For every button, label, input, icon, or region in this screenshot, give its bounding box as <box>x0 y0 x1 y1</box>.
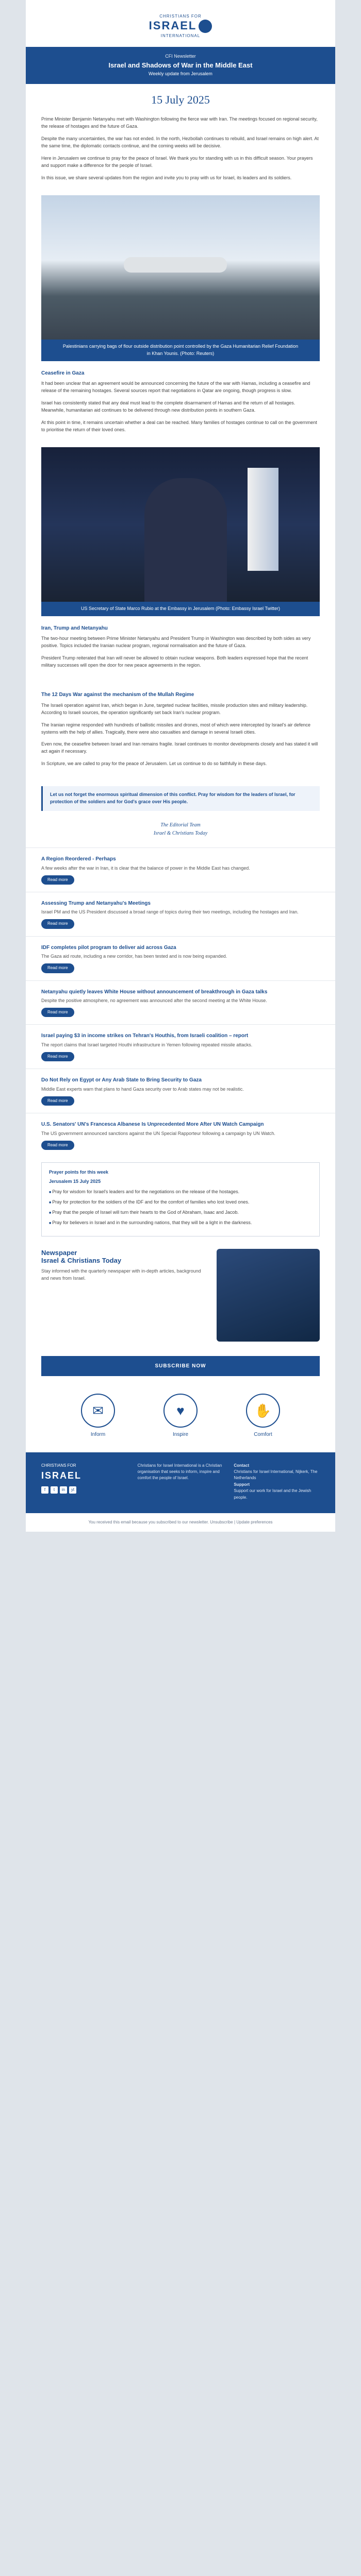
youtube-icon[interactable]: yt <box>69 1486 76 1494</box>
read-more-button[interactable]: Read more <box>41 919 74 928</box>
section-paragraph: The Israeli operation against Iran, which began in June, targeted nuclear facilities, missile production sites and military leadership. According to Israeli sources, the operation significantly set back Iran's nuclear program. <box>41 702 308 715</box>
news-title[interactable]: Do Not Rely on Egypt or Any Arab State to Bring Security to Gaza <box>41 1077 202 1083</box>
mission-comfort <box>246 1394 280 1439</box>
newspaper-image <box>217 1249 320 1342</box>
mission-label: Inspire <box>172 1432 188 1438</box>
section-title: Ceasefire in Gaza <box>41 370 85 376</box>
news-item <box>26 892 335 936</box>
newspaper-promo <box>26 1242 335 1349</box>
read-more-button[interactable]: Read more <box>41 963 74 973</box>
highlight-quote: Let us not forget the enormous spiritual dimension of this conflict. Pray for wisdom for the leaders of Israel, for protection of the soldiers and for God's grace over His people. <box>41 786 320 811</box>
issue-date: 15 July 2025 <box>151 93 210 107</box>
news-item <box>26 1113 335 1157</box>
logo-main-text <box>149 20 212 33</box>
news-summary: The report claims that Israel targeted Houthi infrastructure in Yemen following repeated missile attacks. <box>41 1042 253 1047</box>
read-more-button[interactable]: Read more <box>41 1008 74 1017</box>
news-summary: Despite the positive atmosphere, no agreement was announced after the second meeting at the White House. <box>41 998 267 1004</box>
section-paragraph: The two-hour meeting between Prime Minister Netanyahu and President Trump in Washington was described by both sides as very positive. Topics included the Iranian nuclear program, regional normalisation and the future of Gaza. <box>41 636 311 649</box>
mission-inform <box>81 1394 115 1439</box>
facebook-icon[interactable]: f <box>41 1486 48 1494</box>
signoff-publication: Israel & Christians Today <box>153 830 208 836</box>
section-paragraph: Even now, the ceasefire between Israel and Iran remains fragile. Israel continues to monitor developments closely and has stated it will act again if necessary. <box>41 741 318 754</box>
footer-contact <box>234 1463 320 1501</box>
section-iran-trump <box>26 616 335 683</box>
footer-about-text: Christians for Israel International is a Christian organisation that seeks to inform, inspire and comfort the people of Israel. <box>137 1463 222 1481</box>
intro-paragraph: Despite the many uncertainties, the war has not ended. In the north, Hezbollah continues to rebuild, and Israel remains on high alert. At the same time, the diplomatic contacts continue, and the coming weeks will be decisive. <box>41 136 319 149</box>
newsletter-page <box>26 0 335 1532</box>
news-summary: The US government announced sanctions against the UN Special Rapporteur following a campaign by UN Watch. <box>41 1130 275 1136</box>
logo-small-text: CHRISTIANS FOR <box>159 14 202 19</box>
news-title[interactable]: Israel paying $3 in income strikes on Tehran's Houthis, from Israeli coalition – report <box>41 1033 249 1039</box>
section-paragraph: At this point in time, it remains uncertain whether a deal can be reached. Many families of hostages continue to call on the government to prioritise the return of their loved ones. <box>41 420 317 433</box>
news-summary: Israel PM and the US President discussed a broad range of topics during their two meetings, including the hostages and Iran. <box>41 909 299 915</box>
mission-label: Inform <box>90 1432 106 1438</box>
logo-sub-text: INTERNATIONAL <box>160 33 201 39</box>
photo-rubio <box>41 447 320 602</box>
footer-contact-text: Christians for Israel International, Nijkerk, The Netherlands <box>234 1469 318 1481</box>
intro-paragraph: In this issue, we share several updates from the region and invite you to pray with us for Israel, its leaders and its soldiers. <box>41 175 292 181</box>
news-title[interactable]: A Region Reordered - Perhaps <box>41 856 116 862</box>
section-paragraph: Israel has consistently stated that any deal must lead to the complete disarmament of Hamas and the return of all hostages. Meanwhile, humanitarian aid continues to be delivered through new distribution points in southern Gaza. <box>41 400 296 413</box>
intro-text <box>26 114 335 195</box>
footer-support-title: Support <box>234 1482 250 1487</box>
subscribe-button[interactable]: SUBSCRIBE NOW <box>41 1356 320 1377</box>
section-paragraph: In Scripture, we are called to pray for the peace of Jerusalem. Let us continue to do so faithfully in these days. <box>41 761 267 767</box>
news-title[interactable]: Netanyahu quietly leaves White House without announcement of breakthrough in Gaza talks <box>41 989 268 995</box>
signoff-team: The Editorial Team <box>160 822 201 828</box>
news-summary: The Gaza aid route, including a new corridor, has been tested and is now being expanded. <box>41 954 227 959</box>
heart-icon: ♥ <box>163 1394 198 1428</box>
photo-caption: Palestinians carrying bags of flour outside distribution point controlled by the Gaza Humanitarian Relief Foundation in Khan Younis. (Photo: Reuters) <box>41 340 320 361</box>
section-title: The 12 Days War against the mechanism of the Mullah Regime <box>41 692 194 698</box>
news-title[interactable]: U.S. Senators' UN's Francesca Albanese Is Unprecedented More After UN Watch Campaign <box>41 1122 264 1128</box>
linkedin-icon[interactable]: in <box>60 1486 67 1494</box>
logo-emblem-icon <box>199 20 212 33</box>
footer-contact-title: Contact <box>234 1463 250 1468</box>
footer <box>26 1452 335 1513</box>
title-banner <box>26 47 335 84</box>
footer-about <box>138 1463 224 1501</box>
signoff <box>26 816 335 848</box>
banner-title: Israel and Shadows of War in the Middle East <box>108 61 253 70</box>
news-summary: A few weeks after the war in Iran, it is clear that the balance of power in the Middle East has changed. <box>41 865 250 871</box>
prayer-item: ■ Pray that the people of Israel will turn their hearts to the God of Abraham, Isaac and Jacob. <box>49 1209 312 1216</box>
envelope-icon: ✉ <box>81 1394 115 1428</box>
prayer-item: ■ Pray for protection for the soldiers of the IDF and for the comfort of families who lost loved ones. <box>49 1199 312 1206</box>
footer-logo[interactable] <box>41 1463 127 1501</box>
mission-icons <box>26 1383 335 1452</box>
read-more-button[interactable]: Read more <box>41 1141 74 1150</box>
twitter-icon[interactable]: t <box>51 1486 58 1494</box>
newspaper-description: Stay informed with the quarterly newspaper with in-depth articles, background and news from Israel. <box>41 1268 201 1281</box>
logo[interactable] <box>149 13 212 40</box>
section-paragraph: It had been unclear that an agreement would be announced concerning the future of the war with Hamas, including a ceasefire and release of the remaining hostages. Several sources report that negotiations in Qatar are ongoing, though progress is slow. <box>41 381 310 394</box>
news-title[interactable]: IDF completes pilot program to deliver aid across Gaza <box>41 944 176 951</box>
section-title: Iran, Trump and Netanyahu <box>41 625 108 631</box>
read-more-button[interactable]: Read more <box>41 875 74 885</box>
prayer-list <box>49 1189 312 1227</box>
unsubscribe-bar[interactable]: You received this email because you subscribed to our newsletter. Unsubscribe | Update preferences <box>88 1519 273 1524</box>
news-title[interactable]: Assessing Trump and Netanyahu's Meetings <box>41 900 151 906</box>
intro-paragraph: Prime Minister Benjamin Netanyahu met with Washington following the fierce war with Iran. The meetings focused on regional security, the release of hostages and the future of Gaza. <box>41 116 318 129</box>
prayer-heading: Prayer points for this week <box>49 1169 109 1175</box>
prayer-box <box>41 1162 320 1236</box>
read-more-button[interactable]: Read more <box>41 1096 74 1106</box>
mission-inspire <box>163 1394 198 1439</box>
news-item <box>26 1024 335 1069</box>
prayer-date: Jerusalem 15 July 2025 <box>49 1178 101 1184</box>
section-paragraph: President Trump reiterated that Iran will never be allowed to obtain nuclear weapons. Both leaders expressed hope that the recent military successes will open the door for new peace agreements in the region. <box>41 655 308 668</box>
news-item <box>26 848 335 892</box>
photo-caption: US Secretary of State Marco Rubio at the Embassy in Jerusalem (Photo: Embassy Israel Twitter) <box>41 602 320 616</box>
banner-line-1: CFI Newsletter <box>165 54 196 59</box>
prayer-item: ■ Pray for wisdom for Israel's leaders and for the negotiations on the release of the hostages. <box>49 1189 312 1196</box>
prayer-item: ■ Pray for believers in Israel and in the surrounding nations, that they will be a light in the darkness. <box>49 1219 312 1227</box>
newspaper-title-2: Israel & Christians Today <box>41 1257 122 1265</box>
footer-logo-small: CHRISTIANS FOR <box>41 1463 76 1468</box>
photo-subject <box>124 257 227 273</box>
section-ceasefire <box>26 361 335 447</box>
social-links <box>41 1486 127 1494</box>
footer-support-text: Support our work for Israel and the Jewish people. <box>234 1488 311 1500</box>
banner-line-3: Weekly update from Jerusalem <box>149 71 212 77</box>
news-item <box>26 980 335 1025</box>
intro-paragraph: Here in Jerusalem we continue to pray for the peace of Israel. We thank you for standing with us in this difficult season. Your prayers and support make a difference for the people of Israel. <box>41 156 313 168</box>
section-paragraph: The Iranian regime responded with hundreds of ballistic missiles and drones, most of which were intercepted by Israel's air defence systems with the help of allies. Tragically, there were also casualties and damage in several Israeli cities. <box>41 722 310 735</box>
news-summary: Middle East experts warn that plans to hand Gaza security over to Arab states may not be realistic. <box>41 1086 244 1092</box>
photo-aid-distribution <box>41 195 320 340</box>
section-12-days-war <box>26 683 335 781</box>
footer-logo-main: ISRAEL <box>41 1470 82 1481</box>
newspaper-title-1: Newspaper <box>41 1248 77 1257</box>
photo-person <box>144 478 227 602</box>
hand-icon: ✋ <box>246 1394 280 1428</box>
news-item <box>26 1069 335 1113</box>
newspaper-promo-text <box>41 1249 208 1282</box>
logo-word: ISRAEL <box>149 19 197 32</box>
photo-flag <box>248 468 278 571</box>
mission-label: Comfort <box>254 1432 272 1438</box>
read-more-button[interactable]: Read more <box>41 1052 74 1061</box>
news-item <box>26 936 335 980</box>
header <box>26 0 335 47</box>
